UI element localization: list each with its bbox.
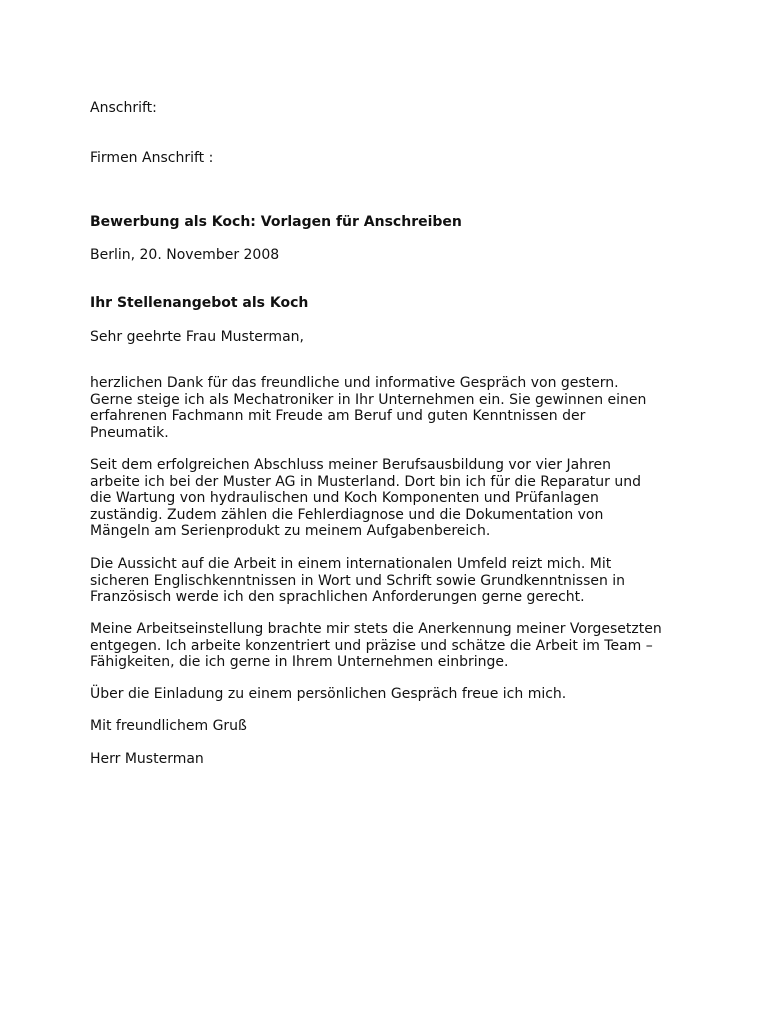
salutation: Sehr geehrte Frau Musterman,: [90, 329, 304, 345]
company-address-label: Firmen Anschrift :: [90, 150, 214, 166]
paragraph-line: Seit dem erfolgreichen Abschluss meiner Berufsausbildung vor vier Jahren: [90, 457, 611, 473]
reference-line: Ihr Stellenangebot als Koch: [90, 295, 309, 311]
paragraph-line: entgegen. Ich arbeite konzentriert und präzise und schätze die Arbeit im Team –: [90, 637, 653, 654]
paragraph-international: [90, 556, 625, 606]
paragraph-thanks: [90, 375, 646, 441]
paragraph-line: Pneumatik.: [90, 424, 169, 441]
paragraph-line: Die Aussicht auf die Arbeit in einem internationalen Umfeld reizt mich. Mit: [90, 556, 612, 572]
address-label: Anschrift:: [90, 100, 157, 116]
signature-line: Herr Musterman: [90, 751, 204, 767]
paragraph-line: zuständig. Zudem zählen die Fehlerdiagnose und die Dokumentation von: [90, 506, 604, 523]
paragraph-line: Fähigkeiten, die ich gerne in Ihrem Unternehmen einbringe.: [90, 654, 509, 670]
paragraph-experience: [90, 457, 641, 540]
paragraph-line: die Wartung von hydraulischen und Koch Komponenten und Prüfanlagen: [90, 490, 599, 506]
paragraph-line: herzlichen Dank für das freundliche und informative Gespräch von gestern.: [90, 375, 619, 391]
paragraph-line: Gerne steige ich als Mechatroniker in Ihr Unternehmen ein. Sie gewinnen einen: [90, 391, 647, 408]
closing-line: Mit freundlichem Gruß: [90, 718, 247, 734]
paragraph-invitation: Über die Einladung zu einem persönlichen Gespräch freue ich mich.: [90, 686, 567, 702]
date-line: Berlin, 20. November 2008: [90, 247, 280, 263]
paragraph-line: Mängeln am Serienprodukt zu meinem Aufgabenbereich.: [90, 523, 491, 539]
paragraph-line: arbeite ich bei der Muster AG in Musterland. Dort bin ich für die Reparatur und: [90, 473, 641, 490]
paragraph-line: sicheren Englischkenntnissen in Wort und Schrift sowie Grundkenntnissen in: [90, 572, 626, 589]
paragraph-line: Meine Arbeitseinstellung brachte mir stets die Anerkennung meiner Vorgesetzten: [90, 621, 662, 637]
paragraph-attitude: [90, 621, 662, 671]
paragraph-line: Französisch werde ich den sprachlichen Anforderungen gerne gerecht.: [90, 589, 585, 605]
letter-subject: Bewerbung als Koch: Vorlagen für Anschreiben: [90, 214, 462, 230]
paragraph-line: erfahrenen Fachmann mit Freude am Beruf und guten Kenntnissen der: [90, 408, 586, 424]
